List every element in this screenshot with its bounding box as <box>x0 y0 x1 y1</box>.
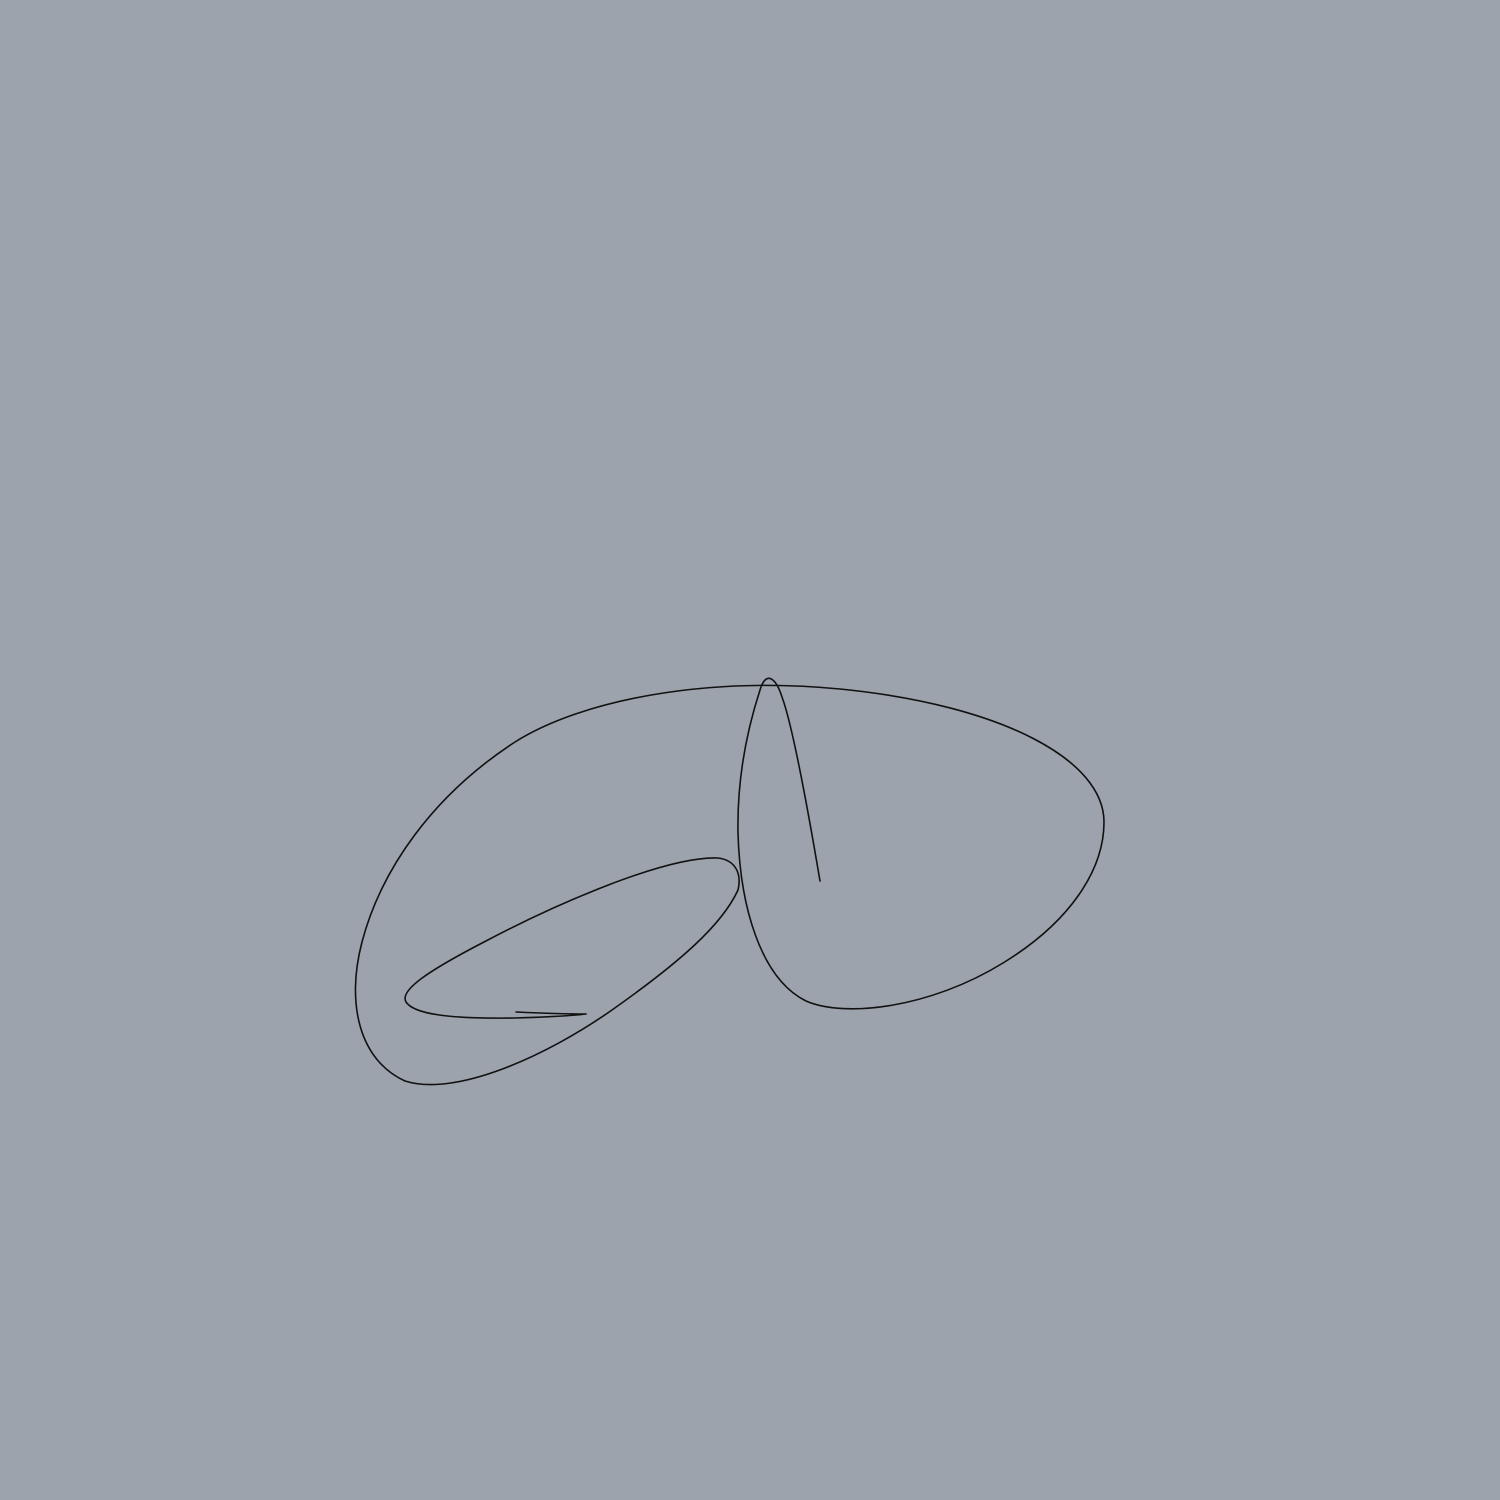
drawing-stroke <box>355 678 1104 1084</box>
